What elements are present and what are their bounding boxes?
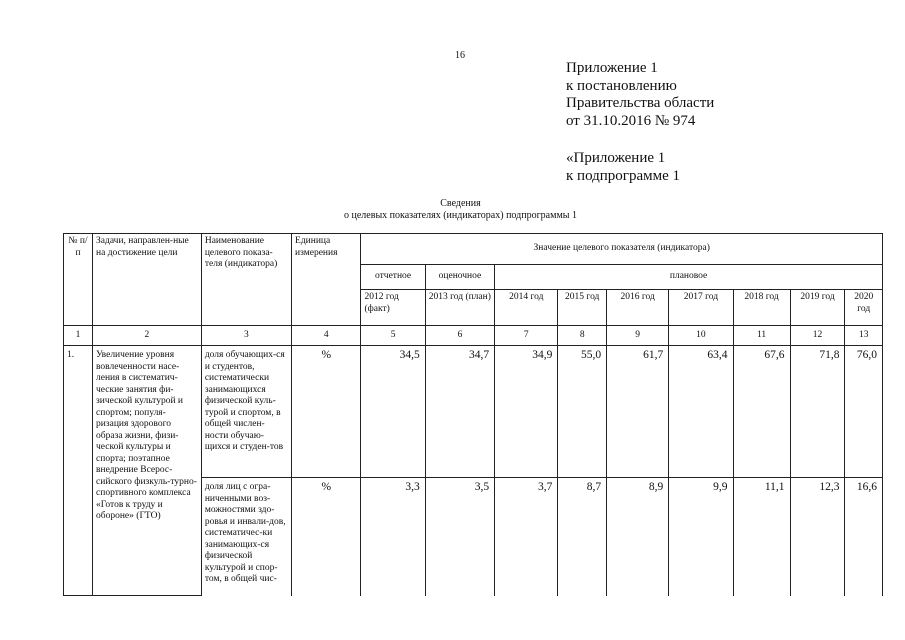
value-cell: 3,5 [425,478,494,596]
appendix-block [566,60,714,130]
value-cell: 9,9 [669,478,733,596]
appendix-line: к постановлению [566,77,677,94]
col-number: 4 [292,326,361,346]
header-indicator: Наименование целевого показа-теля (индикатора) [201,234,291,326]
col-number: 3 [201,326,291,346]
appendix-line: Приложение 1 [566,60,658,76]
value-cell: 8,7 [558,478,607,596]
row-number: 1. [64,346,93,596]
col-number: 11 [733,326,790,346]
heading-line: Сведения [440,198,481,209]
header-year: 2020 год [845,290,883,326]
value-cell: 3,3 [361,478,425,596]
value-cell: 8,9 [607,478,669,596]
table-row [64,346,883,478]
header-year: 2014 год [495,290,558,326]
header-year: 2017 год [669,290,733,326]
header-tasks: Задачи, направлен-ные на достижение цели [93,234,202,326]
value-cell: 34,9 [495,346,558,478]
heading-line: о целевых показателях (индикаторах) подпрограммы 1 [344,210,577,221]
value-cell: 63,4 [669,346,733,478]
header-year: 2019 год [790,290,845,326]
value-cell: 61,7 [607,346,669,478]
header-value-group: Значение целевого показателя (индикатора) [361,234,883,265]
col-number: 7 [495,326,558,346]
subprogram-appendix-block [566,150,680,185]
value-cell: 34,5 [361,346,425,478]
appendix-line: от 31.10.2016 № 974 [566,112,696,129]
header-year: 2013 год (план) [425,290,494,326]
header-year: 2015 год [558,290,607,326]
col-number: 9 [607,326,669,346]
indicator-text: доля обучающих-ся и студентов, систематически занимающихся физической куль-турой и спортом, в общей числен-ности обучаю-щихся и студен-тов [201,346,291,478]
value-cell: 34,7 [425,346,494,478]
header-unit: Единица измерения [292,234,361,326]
value-cell: 67,6 [733,346,790,478]
page-number: 16 [455,50,465,61]
value-cell: 3,7 [495,478,558,596]
value-cell: 76,0 [845,346,883,478]
col-number: 13 [845,326,883,346]
header-estimated: оценочное [425,265,494,290]
value-cell: 12,3 [790,478,845,596]
col-number: 12 [790,326,845,346]
appendix-line: «Приложение 1 [566,150,666,166]
value-cell: 71,8 [790,346,845,478]
header-planned: плановое [495,265,883,290]
indicators-table [63,233,883,596]
header-reported: отчетное [361,265,425,290]
header-year: 2012 год (факт) [361,290,425,326]
appendix-line: Правительства области [566,95,715,111]
appendix-line: к подпрограмме 1 [566,167,680,184]
col-number: 1 [64,326,93,346]
unit-cell: % [292,346,361,478]
value-cell: 16,6 [845,478,883,596]
header-num: № п/п [64,234,93,326]
indicator-text: доля лиц с огра-ниченными воз-можностями здо-ровья и инвали-дов, систематичес-ки занимающих-ся физической культурой и спор-том, в общей чис- [201,478,291,596]
col-number: 6 [425,326,494,346]
col-number: 2 [93,326,202,346]
header-year: 2018 год [733,290,790,326]
task-text: Увеличение уровня вовлеченности насе-ления в систематич-ческие занятия фи-зической культурой и спортом; популя-ризация здорового образа жизни, физи-ческой культуры и спорта; поэтапное внедрение Всерос-сийского физкуль-турно-спортивного комплекса «Готов к труду и обороне» (ГТО) [93,346,202,596]
value-cell: 55,0 [558,346,607,478]
unit-cell: % [292,478,361,596]
value-cell: 11,1 [733,478,790,596]
col-number: 5 [361,326,425,346]
col-number: 8 [558,326,607,346]
header-year: 2016 год [607,290,669,326]
col-number: 10 [669,326,733,346]
table-heading [0,198,905,222]
